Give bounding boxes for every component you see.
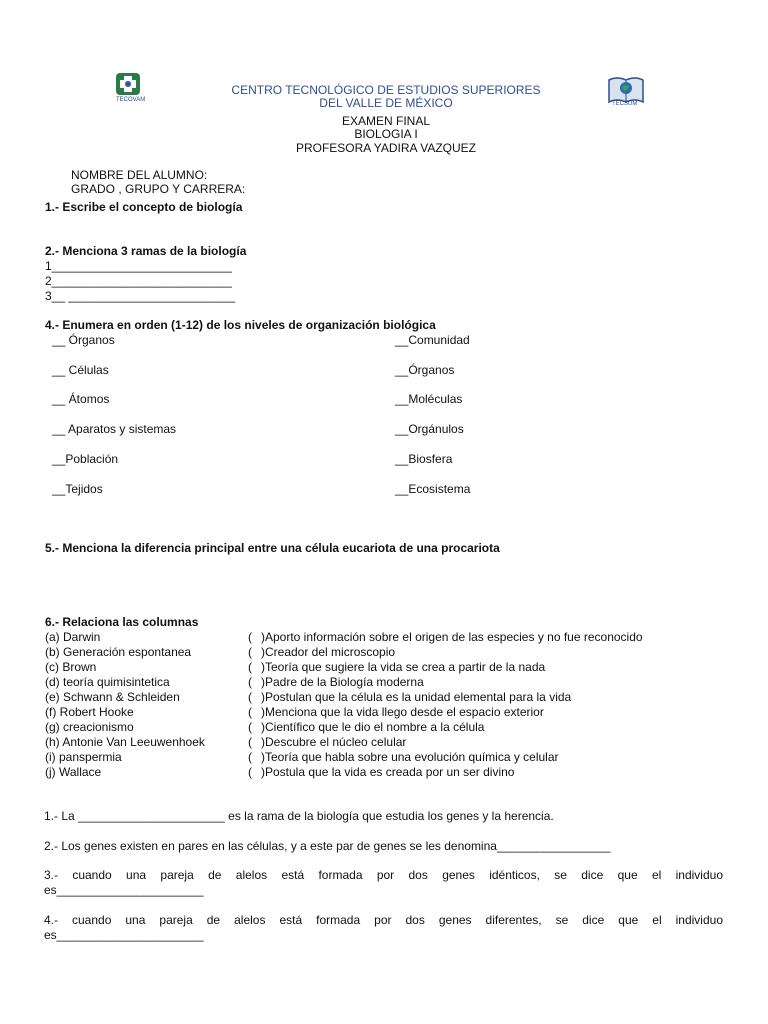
- match-blank[interactable]: (: [248, 750, 252, 764]
- question-6-title: 6.- Relaciona las columnas: [45, 615, 199, 629]
- match-description: )Postula que la vida es creada por un ser divino: [261, 765, 515, 779]
- match-description: )Padre de la Biología moderna: [261, 675, 424, 689]
- level-item: __Tejidos: [52, 482, 103, 496]
- match-blank[interactable]: (: [248, 660, 252, 674]
- match-term: (d) teoría quimisintetica: [45, 675, 170, 689]
- match-term: (f) Robert Hooke: [45, 705, 134, 719]
- match-description: )Postulan que la célula es la unidad elemental para la vida: [261, 690, 572, 704]
- institution-line-2: DEL VALLE DE MÉXICO: [319, 96, 453, 110]
- exam-title: EXAMEN FINAL: [341, 114, 431, 128]
- match-blank[interactable]: (: [248, 720, 252, 734]
- subject-title: BIOLOGIA I: [354, 127, 418, 141]
- match-term: (h) Antonie Van Leeuwenhoek: [45, 735, 205, 749]
- level-item: __Biosfera: [395, 452, 453, 466]
- match-blank[interactable]: (: [248, 735, 252, 749]
- match-term: (a) Darwin: [45, 630, 101, 644]
- right-logo-caption: TECSUM: [612, 101, 638, 107]
- level-item: __ Átomos: [52, 392, 110, 406]
- level-item: __ Células: [52, 363, 109, 377]
- student-group-label: GRADO , GRUPO Y CARRERA:: [71, 182, 246, 196]
- fill-sentence-1: 1.- La ______________________ es la rama de la biología que estudia los genes y la herencia.: [44, 809, 554, 823]
- match-description: )Creador del microscopio: [261, 645, 396, 659]
- level-item: __ Aparatos y sistemas: [52, 422, 177, 436]
- match-blank[interactable]: (: [248, 705, 252, 719]
- fill-sentence-3-blank[interactable]: es______________________: [44, 883, 204, 897]
- match-description: )Teoría que habla sobre una evolución química y celular: [261, 750, 559, 764]
- teacher-name: PROFESORA YADIRA VAZQUEZ: [295, 141, 477, 155]
- left-logo-caption: TECOVAM: [116, 97, 146, 103]
- institution-line-1: CENTRO TECNOLÓGICO DE ESTUDIOS SUPERIORES: [231, 83, 541, 97]
- match-description: )Menciona que la vida llego desde el espacio exterior: [261, 705, 544, 719]
- level-item: __Moléculas: [395, 392, 463, 406]
- question-1-title: 1.- Escribe el concepto de biología: [45, 200, 243, 214]
- match-blank[interactable]: (: [248, 630, 252, 644]
- match-term: (e) Schwann & Schleiden: [45, 690, 180, 704]
- answer-line[interactable]: 2___________________________: [45, 274, 232, 288]
- level-item: __Ecosistema: [395, 482, 471, 496]
- level-item: __Órganos: [395, 363, 455, 377]
- fill-sentence-4: 4.- cuando una pareja de alelos está formada por dos genes diferentes, se dice que el individuo: [44, 913, 723, 927]
- fill-sentence-4-blank[interactable]: es______________________: [44, 928, 204, 942]
- level-item: __Orgánulos: [395, 422, 464, 436]
- level-item: __Población: [52, 452, 119, 466]
- match-description: )Aporto información sobre el origen de las especies y no fue reconocido: [261, 630, 643, 644]
- student-name-label: NOMBRE DEL ALUMNO:: [71, 168, 208, 182]
- match-term: (j) Wallace: [45, 765, 102, 779]
- match-blank[interactable]: (: [248, 765, 252, 779]
- answer-line[interactable]: 1___________________________: [45, 259, 232, 273]
- level-item: __Comunidad: [395, 333, 470, 347]
- match-description: )Descubre el núcleo celular: [261, 735, 407, 749]
- question-5-title: 5.- Menciona la diferencia principal entre una célula eucariota de una procariota: [45, 541, 500, 555]
- answer-line[interactable]: 3__ _________________________: [45, 289, 236, 303]
- match-blank[interactable]: (: [248, 690, 252, 704]
- match-term: (i) panspermia: [45, 750, 122, 764]
- fill-sentence-3: 3.- cuando una pareja de alelos está formada por dos genes idénticos, se dice que el individuo: [44, 868, 723, 882]
- fill-sentence-2: 2.- Los genes existen en pares en las células, y a este par de genes se les denomina_________________: [44, 839, 611, 853]
- question-4-title: 4.- Enumera en orden (1-12) de los niveles de organización biológica: [45, 318, 436, 332]
- match-term: (c) Brown: [45, 660, 97, 674]
- match-blank[interactable]: (: [248, 645, 252, 659]
- match-description: )Científico que le dio el nombre a la célula: [261, 720, 485, 734]
- match-blank[interactable]: (: [248, 675, 252, 689]
- match-term: (g) creacionismo: [45, 720, 134, 734]
- question-2-title: 2.- Menciona 3 ramas de la biología: [45, 244, 247, 258]
- level-item: __ Órganos: [52, 333, 115, 347]
- match-term: (b) Generación espontanea: [45, 645, 192, 659]
- match-description: )Teoría que sugiere la vida se crea a partir de la nada: [261, 660, 546, 674]
